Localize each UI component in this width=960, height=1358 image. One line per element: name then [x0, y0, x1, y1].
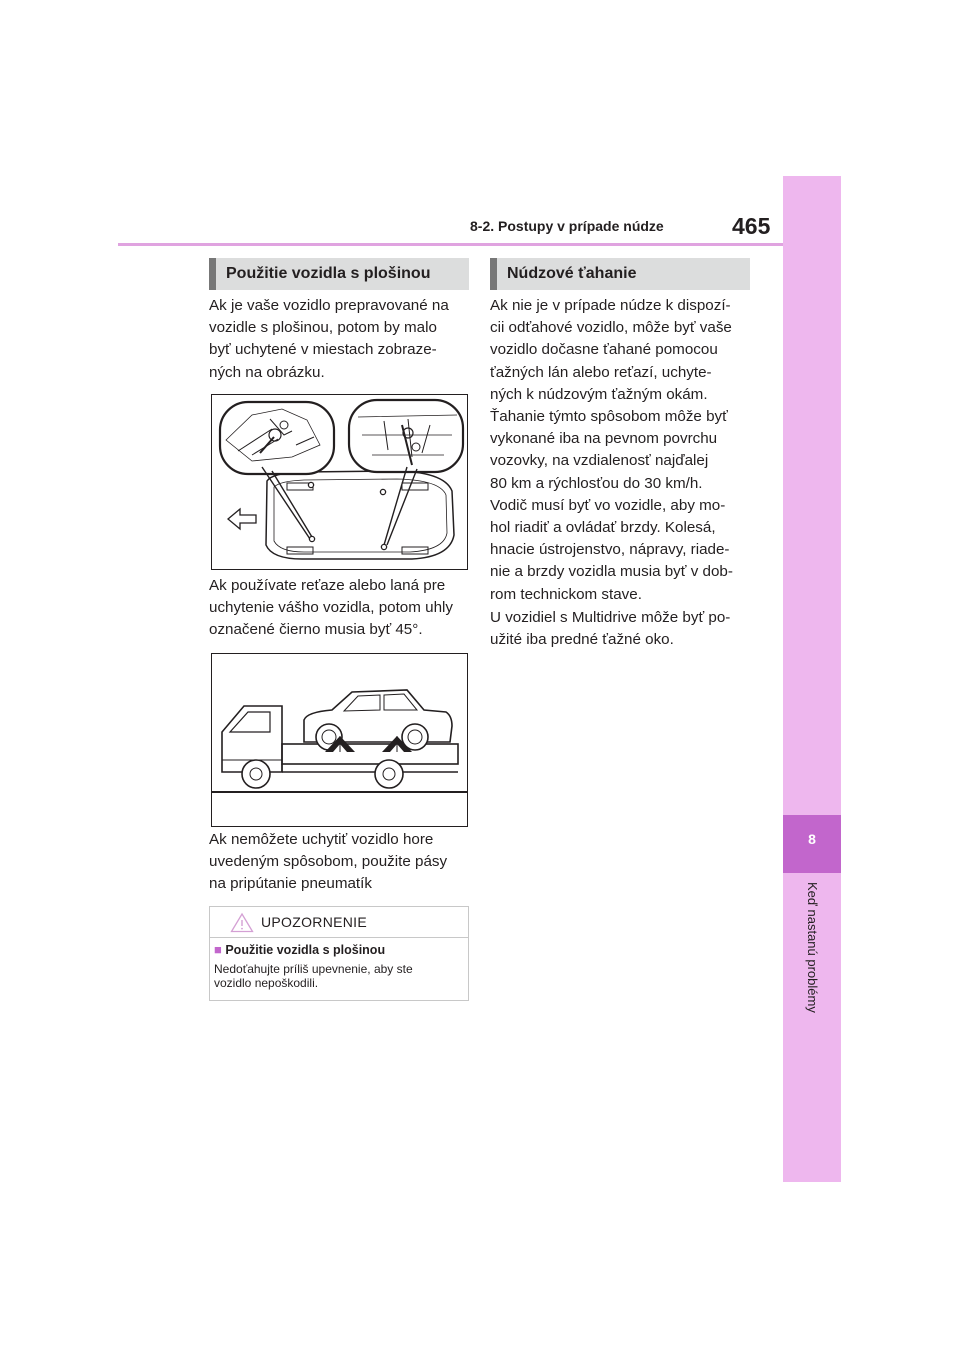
section-breadcrumb: 8-2. Postupy v prípade núdze: [470, 218, 664, 234]
chapter-label-vertical: [798, 882, 824, 1042]
paragraph-tire-straps: [209, 829, 447, 896]
text-line: označené čierno musia byť 45°.: [209, 621, 423, 639]
text-line: uchytenie vášho vozidla, potom uhly: [209, 599, 453, 617]
paragraph-multidrive: [490, 607, 730, 651]
text-line: Ak je vaše vozidlo prepravované na: [209, 297, 449, 314]
text-line: rom technickom stave.: [490, 585, 642, 603]
chapter-number: 8: [808, 831, 816, 847]
paragraph-flatbed-intro: [209, 295, 449, 384]
text-line: Vodič musí byť vo vozidle, aby mo-: [490, 496, 726, 514]
flatbed-truck-illustration: [212, 654, 467, 826]
text-line: vozidle s plošinou, potom by malo: [209, 319, 437, 337]
text-line: Ak nemôžete uchytiť vozidlo hore: [209, 831, 434, 848]
text-line: U vozidiel s Multidrive môže byť po-: [490, 609, 731, 626]
heading-emergency-towing: Núdzové ťahanie: [490, 258, 750, 290]
page-number: 465: [732, 213, 771, 239]
header-divider: [118, 243, 783, 246]
caution-box: [209, 906, 469, 1001]
text-line: cii odťahové vozidlo, môže byť vaše: [490, 319, 732, 337]
text-line: hol riadiť a ovládať brzdy. Kolesá,: [490, 519, 716, 537]
text-line: ťažných lán alebo reťazí, uchyte-: [490, 363, 712, 381]
figure-tie-down-points: [211, 394, 468, 570]
caution-body: [214, 962, 413, 990]
text-line: byť uchytené v miestach zobraze-: [209, 341, 437, 359]
heading-flatbed: Použitie vozidla s plošinou: [209, 258, 469, 290]
text-line: vozidlo dočasne ťahané pomocou: [490, 341, 718, 359]
warning-triangle-icon: [230, 912, 254, 933]
figure-flatbed-truck: [211, 653, 468, 827]
text-line: na pripútanie pneumatík: [209, 875, 372, 893]
text-line: Ak používate reťaze alebo laná pre: [209, 577, 446, 594]
text-line: Ťahanie týmto spôsobom môže byť: [490, 408, 728, 426]
paragraph-chain-angle: [209, 575, 453, 642]
caution-header: [210, 907, 468, 938]
text-line: ných k núdzovým ťažným okám.: [490, 385, 708, 403]
caution-subheading: [214, 942, 385, 957]
text-line: uvedeným spôsobom, použite pásy: [209, 853, 448, 871]
text-line: ných na obrázku.: [209, 363, 325, 381]
text-line: hnacie ústrojenstvo, nápravy, riade-: [490, 541, 730, 559]
text-line: Nedoťahujte príliš upevnenie, aby ste: [214, 962, 413, 976]
text-line: užité iba predné ťažné oko.: [490, 631, 674, 649]
caution-title: UPOZORNENIE: [261, 914, 367, 930]
text-line: 80 km a rýchlosťou do 30 km/h.: [490, 474, 703, 492]
text-line: nie a brzdy vozidla musia byť v dob-: [490, 563, 733, 581]
tie-down-illustration: [212, 395, 467, 569]
text-line: vozidlo nepoškodili.: [214, 976, 319, 990]
text-line: Ak nie je v prípade núdze k dispozí-: [490, 297, 731, 314]
text-line: vykonané iba na pevnom povrchu: [490, 430, 718, 448]
paragraph-emergency-towing: [490, 295, 733, 606]
square-bullet-icon: ■: [214, 942, 222, 957]
caution-subheading-text: Použitie vozidla s plošinou: [225, 943, 386, 957]
text-line: vozovky, na vzdialenosť najďalej: [490, 452, 709, 470]
chapter-label: Keď nastanú problémy: [805, 882, 820, 1013]
